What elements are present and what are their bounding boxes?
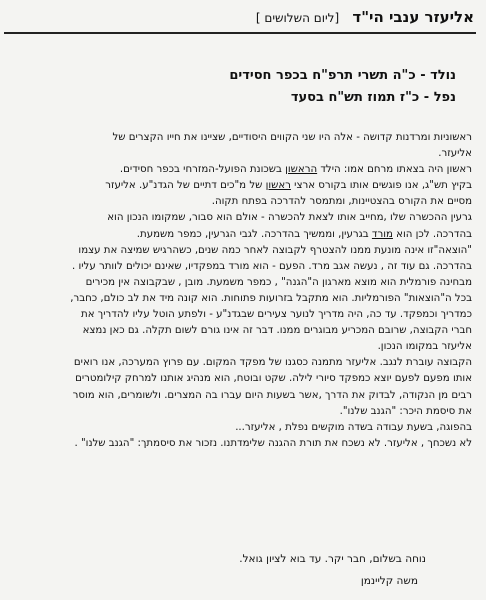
text-line: רבים מן הנקודה, לבדוק את הדרך ,אשר בשעות היום עברו בה המצרים. ולשומרים, הוא מוסר — [72, 389, 472, 401]
text-line: גרעין ההכשרה שלו ,מחייב אותו לצאת להכשרה - אולם הוא סבור, שמקומו הנכון הוא — [107, 212, 472, 224]
text-line: הקבוצה עוברת לנגב. אליעזר מתמנה כסגנו של מפקד המקום. עם פרוץ המערכה, אנו רואים — [73, 357, 472, 369]
body-text — [16, 130, 472, 452]
text-line: אליעזר. — [438, 148, 472, 160]
text-line: לא נשכחך , אליעזר. לא נשכח את תורת ההגנה שלימדתנו. נזכור את סיסמתך: "הגנב שלנו" . — [74, 437, 472, 449]
page-header — [120, 8, 474, 26]
text-line: כמדריך וכמפקד. עד כה, היה מדריך לנוער צעירים שבגדנ"ע - ולפתע הוטל עליו להדריך את — [81, 309, 472, 321]
text-line: "הוצאה"זו אינה מונעת ממנו להצטרף לקבוצה לאחר כמה שנים, כשהרגיש שמיצה את עצמו — [78, 244, 472, 256]
text-line: בכל ה"הוצאות" הפורמליות. הוא מתקבל בזרועות פתוחות. הוא קונה מיד את לב כולם, כחבר, — [70, 292, 472, 304]
closing-line: נוחה בשלום, חבר יקר. עד בוא לציון גואל. — [239, 553, 426, 565]
text-line — [16, 178, 472, 194]
text-line: מבחינה פורמלית הוא מוצא מארגון ה"הגנה" , כמפר משמעת. מובן , שבקבוצה אין מכירים — [85, 276, 472, 288]
page-title: אליעזר ענבי הי"ד — [352, 8, 474, 26]
header-rule — [4, 32, 476, 34]
birth-line: נולד - כ"ה תשרי תרפ"ח בכפר חסידים — [229, 68, 456, 83]
text-line: אותו מפעם לפעם יוצא כמפקד סיורי לילה. שקט ובוטח, הוא מנהיג אותנו למרחק קילומטרים — [75, 373, 472, 385]
text-span: בהדרכה. לכן הוא — [392, 228, 472, 240]
text-line: את סיסמת היכר: "הגנב שלנו". — [339, 405, 472, 417]
underlined-word: ראשון — [265, 180, 291, 192]
page-subtitle: [ליום השלושים ] — [255, 11, 340, 25]
text-span: ראשון היה בצאתו מרחם אמו: הילד — [317, 164, 472, 176]
text-span: בקיץ תש"ג, אנו פוגשים אותו בקורס ארצי — [290, 180, 472, 192]
signature: משה קליינמן — [360, 575, 418, 587]
text-line: אליעזר במקומו הנכון. — [377, 341, 472, 353]
underlined-word: מורד — [371, 228, 393, 240]
text-line: ראשוניות ומרדנות קדושה - אלה היו שני הקווים היסודיים, שציינו את חייו הקצרים של — [112, 132, 472, 143]
text-span: של מ"כים דתיים של הגדנ"ע. אליעזר — [105, 180, 266, 192]
text-line — [16, 162, 472, 178]
text-line: חברי הקבוצה, שרובם המכריע מבוגרים ממנו. דבר זה אינו גורם לשום תקלה. גם כאן נמצא — [82, 325, 472, 337]
text-line: בהדרכה. גם עוד זה , נעשה אגב מרד. הפעם - הוא מורד במפקדיו, שאינם יכולים לוותר עליו . — [72, 260, 472, 272]
text-line — [16, 227, 472, 243]
text-line: בהפוגה, בשעת עבודה בשדה מוקשים נפלת , אליעזר... — [235, 421, 472, 433]
text-span: בגרעין, וממשיך בהדרכה. לגבי הגרעין, כמפר משמעת. — [136, 228, 372, 240]
underlined-word: הראשון — [285, 164, 318, 176]
text-line: מסיים את הקורס בהצטיינות, ומתמסר להדרכה בפתח תקוה. — [211, 196, 472, 208]
text-span: בשכונת הפועל-המזרחי בכפר חסידים. — [119, 164, 286, 176]
death-line: נפל - כ"ז תמוז תש"ח בסעד — [290, 90, 456, 105]
